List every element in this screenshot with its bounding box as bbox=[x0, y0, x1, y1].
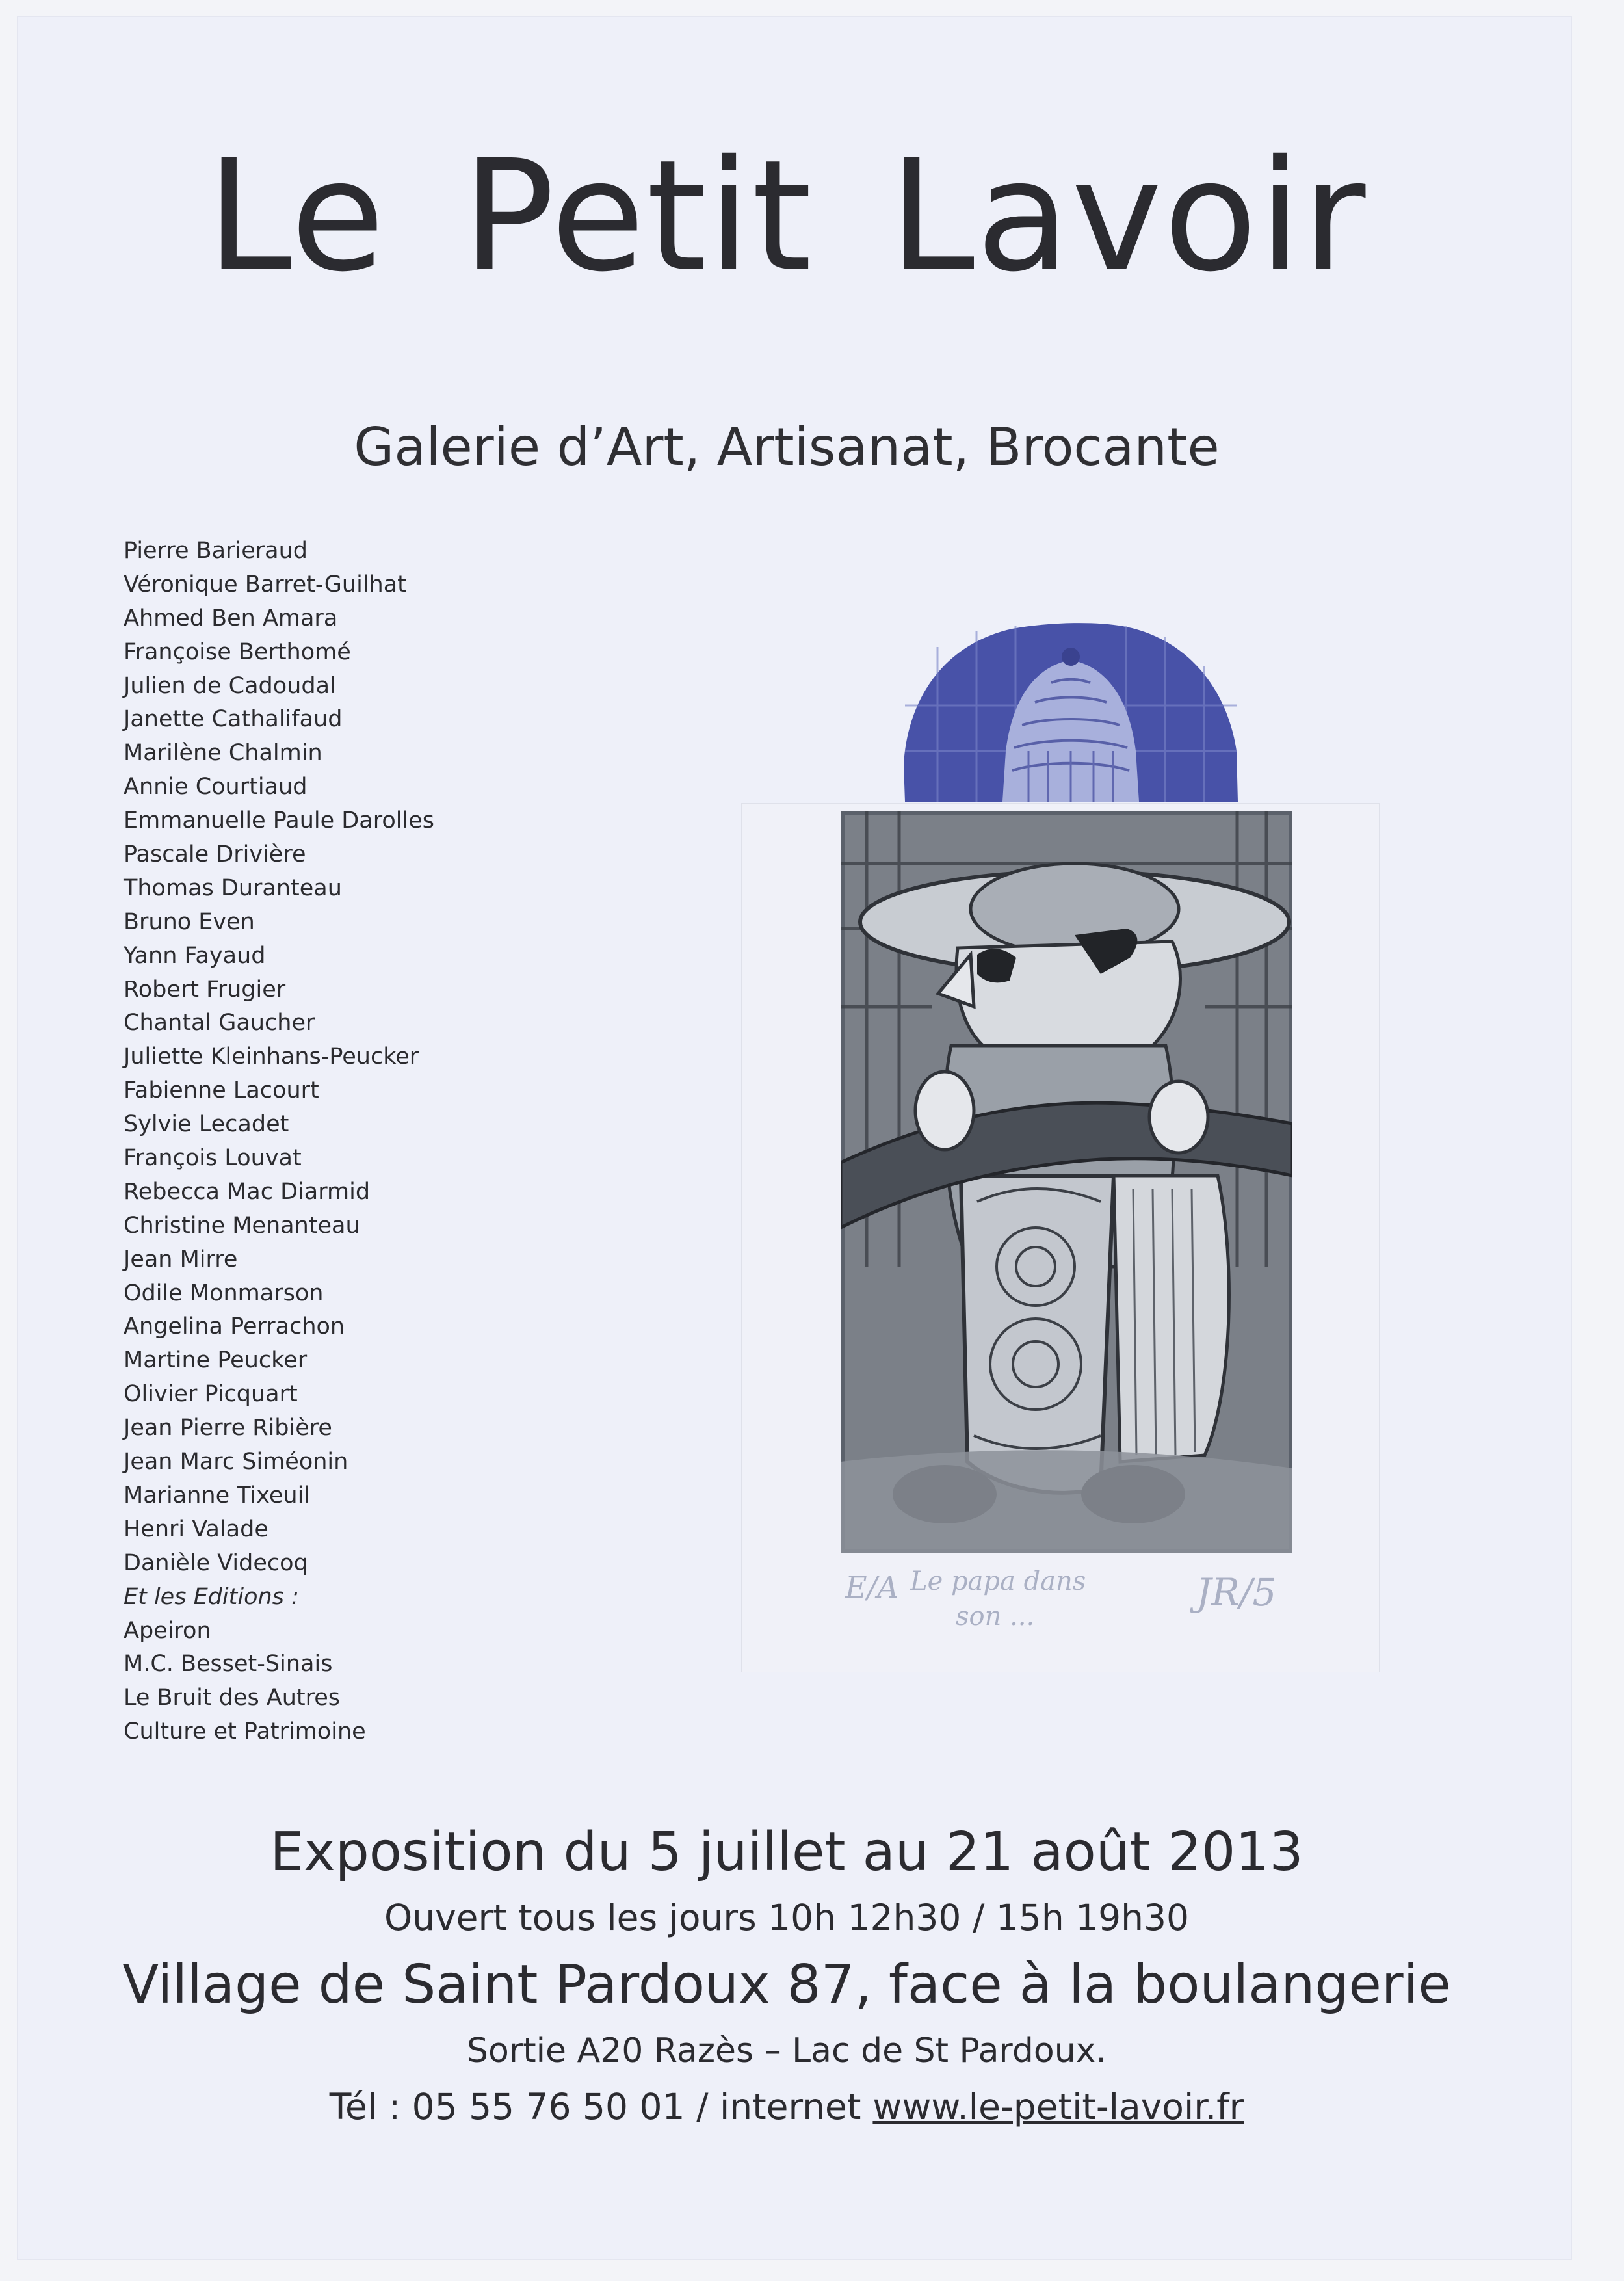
artist-name: Martine Peucker bbox=[124, 1347, 308, 1374]
poster-title: Le Petit Lavoir bbox=[206, 127, 1367, 306]
edition-name: Apeiron bbox=[124, 1617, 211, 1644]
artist-name: Marianne Tixeuil bbox=[124, 1482, 311, 1509]
artist-name: Angelina Perrachon bbox=[124, 1313, 345, 1340]
edition-name: M.C. Besset-Sinais bbox=[124, 1651, 333, 1678]
print-title-line-2: son ... bbox=[956, 1602, 1035, 1631]
artist-name: Yann Fayaud bbox=[124, 942, 266, 969]
exhibition-dates: Exposition du 5 juillet au 21 août 2013 bbox=[270, 1821, 1303, 1883]
editions-heading: Et les Editions : bbox=[124, 1583, 299, 1610]
artist-name: Marilène Chalmin bbox=[124, 740, 322, 767]
artist-name: Ahmed Ben Amara bbox=[124, 605, 338, 631]
print-title-line-1: Le papa dans bbox=[910, 1566, 1086, 1596]
artist-name: Julien de Cadoudal bbox=[124, 672, 336, 699]
artist-name: François Louvat bbox=[124, 1145, 302, 1172]
etching-image bbox=[841, 811, 1292, 1553]
artist-name: Rebecca Mac Diarmid bbox=[124, 1178, 371, 1205]
artist-name: Jean Pierre Ribière bbox=[124, 1415, 332, 1442]
artist-name: Janette Cathalifaud bbox=[124, 706, 343, 733]
artist-name: Odile Monmarson bbox=[124, 1280, 324, 1306]
dome-collage-image bbox=[898, 621, 1243, 803]
artist-name: Pierre Barieraud bbox=[124, 538, 308, 564]
artist-name: Thomas Duranteau bbox=[124, 875, 342, 901]
directions: Sortie A20 Razès – Lac de St Pardoux. bbox=[467, 2031, 1107, 2070]
poster-subtitle: Galerie d’Art, Artisanat, Brocante bbox=[354, 417, 1220, 477]
artist-name: Juliette Kleinhans-Peucker bbox=[124, 1044, 419, 1070]
edition-name: Culture et Patrimoine bbox=[124, 1719, 366, 1745]
artist-name: Christine Menanteau bbox=[124, 1212, 360, 1239]
artist-name: Jean Marc Siméonin bbox=[124, 1449, 348, 1475]
artist-name: Françoise Berthomé bbox=[124, 639, 351, 665]
artist-name: Henri Valade bbox=[124, 1516, 268, 1542]
artist-name: Pascale Drivière bbox=[124, 841, 306, 868]
phone-text: Tél : 05 55 76 50 01 / internet bbox=[329, 2086, 861, 2128]
artist-name: Sylvie Lecadet bbox=[124, 1111, 289, 1138]
artist-name: Chantal Gaucher bbox=[124, 1010, 315, 1036]
artist-name: Emmanuelle Paule Darolles bbox=[124, 808, 434, 834]
edition-name: Le Bruit des Autres bbox=[124, 1685, 341, 1711]
artist-name: Véronique Barret-Guilhat bbox=[124, 571, 406, 598]
opening-hours: Ouvert tous les jours 10h 12h30 / 15h 19h30 bbox=[384, 1897, 1189, 1938]
artist-name: Bruno Even bbox=[124, 908, 255, 935]
artist-name: Jean Mirre bbox=[124, 1246, 238, 1272]
contact-line bbox=[0, 2086, 1573, 2128]
artist-name: Fabienne Lacourt bbox=[124, 1077, 319, 1104]
print-signature: JR/5 bbox=[1196, 1570, 1277, 1615]
print-edition-mark: E/A bbox=[845, 1570, 899, 1605]
artist-name: Annie Courtiaud bbox=[124, 774, 308, 800]
artist-name: Robert Frugier bbox=[124, 976, 286, 1003]
artist-list bbox=[124, 534, 434, 1749]
artist-name: Danièle Videcoq bbox=[124, 1549, 308, 1576]
artist-name: Olivier Picquart bbox=[124, 1381, 298, 1408]
website-link[interactable]: www.le-petit-lavoir.fr bbox=[872, 2086, 1244, 2128]
exhibition-location: Village de Saint Pardoux 87, face à la boulangerie bbox=[122, 1954, 1451, 2016]
